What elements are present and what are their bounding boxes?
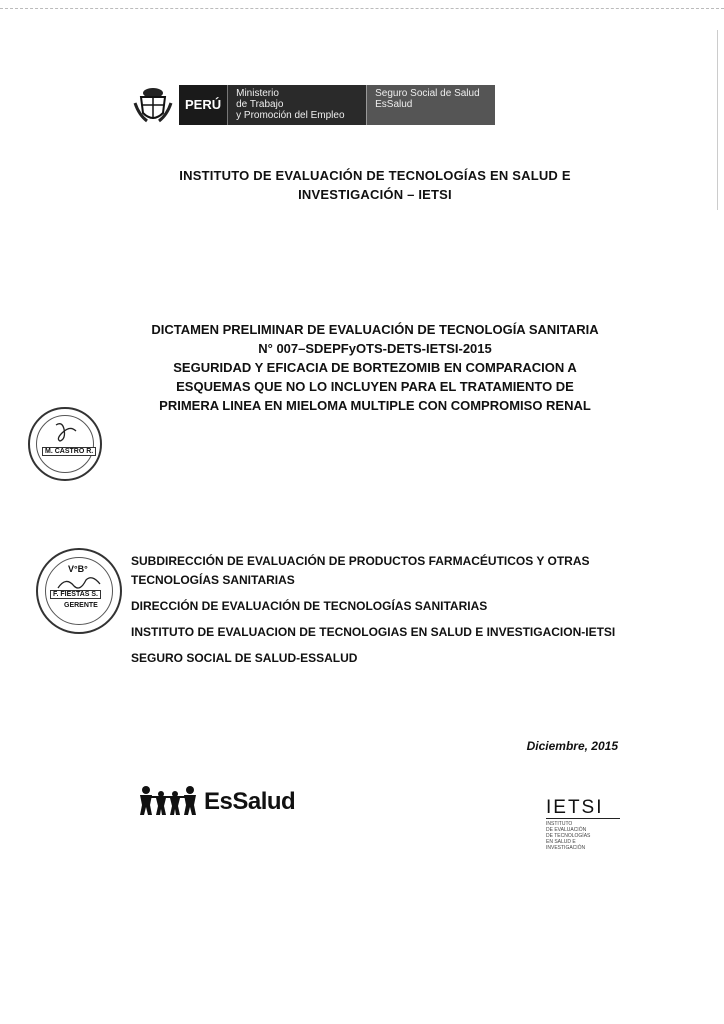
dictamen-line: DICTAMEN PRELIMINAR DE EVALUACIÓN DE TECNOLOGÍA SANITARIA bbox=[151, 322, 599, 337]
institute-title: INSTITUTO DE EVALUACIÓN DE TECNOLOGÍAS EN SALUD E INVESTIGACIÓN – IETSI bbox=[179, 168, 571, 202]
ministry-name: Ministerio de Trabajo y Promoción del Empleo bbox=[227, 85, 366, 125]
peru-coat-of-arms-icon bbox=[133, 85, 173, 125]
ietsi-logo bbox=[546, 798, 620, 851]
ministry-header bbox=[133, 84, 495, 126]
signature-icon bbox=[52, 419, 80, 447]
stamp-vb: V°B° bbox=[68, 564, 88, 574]
organizations-list bbox=[131, 552, 631, 675]
scan-edge-line bbox=[0, 8, 724, 9]
organization-line: DIRECCIÓN DE EVALUACIÓN DE TECNOLOGÍAS SANITARIAS bbox=[131, 599, 488, 613]
approval-stamp bbox=[28, 407, 102, 481]
ietsi-logo-text: IETSI bbox=[546, 798, 620, 819]
stamp-role: GERENTE bbox=[64, 602, 98, 609]
scan-edge-line bbox=[717, 30, 718, 210]
essalud-name: Seguro Social de Salud EsSalud bbox=[366, 85, 495, 125]
family-figures-icon bbox=[138, 785, 200, 815]
dictamen-line: PRIMERA LINEA EN MIELOMA MULTIPLE CON COMPROMISO RENAL bbox=[159, 398, 591, 413]
organization-line: SUBDIRECCIÓN DE EVALUACIÓN DE PRODUCTOS FARMACÉUTICOS Y OTRAS TECNOLOGÍAS SANITARIAS bbox=[131, 554, 590, 587]
ietsi-logo-subtitle: INSTITUTO DE EVALUACIÓN DE TECNOLOGÍAS EN SALUD E INVESTIGACIÓN bbox=[546, 821, 591, 851]
approval-stamp bbox=[36, 548, 122, 634]
essalud-logo bbox=[138, 785, 295, 815]
dictamen-title bbox=[110, 320, 640, 415]
essalud-logo-text: EsSalud bbox=[204, 788, 296, 815]
dictamen-number: N° 007–SDEPFyOTS-DETS-IETSI-2015 bbox=[258, 341, 492, 356]
organization-line: SEGURO SOCIAL DE SALUD-ESSALUD bbox=[131, 651, 358, 665]
dictamen-line: SEGURIDAD Y EFICACIA DE BORTEZOMIB EN COMPARACION A bbox=[173, 360, 577, 375]
document-date: Diciembre, 2015 bbox=[526, 739, 618, 753]
peru-label: PERÚ bbox=[179, 85, 227, 125]
stamp-name: M. CASTRO R. bbox=[42, 447, 96, 456]
organization-line: INSTITUTO DE EVALUACION DE TECNOLOGIAS EN SALUD E INVESTIGACION-IETSI bbox=[131, 625, 616, 639]
dictamen-line: ESQUEMAS QUE NO LO INCLUYEN PARA EL TRATAMIENTO DE bbox=[176, 379, 574, 394]
stamp-name: F. FIESTAS S. bbox=[50, 590, 101, 599]
